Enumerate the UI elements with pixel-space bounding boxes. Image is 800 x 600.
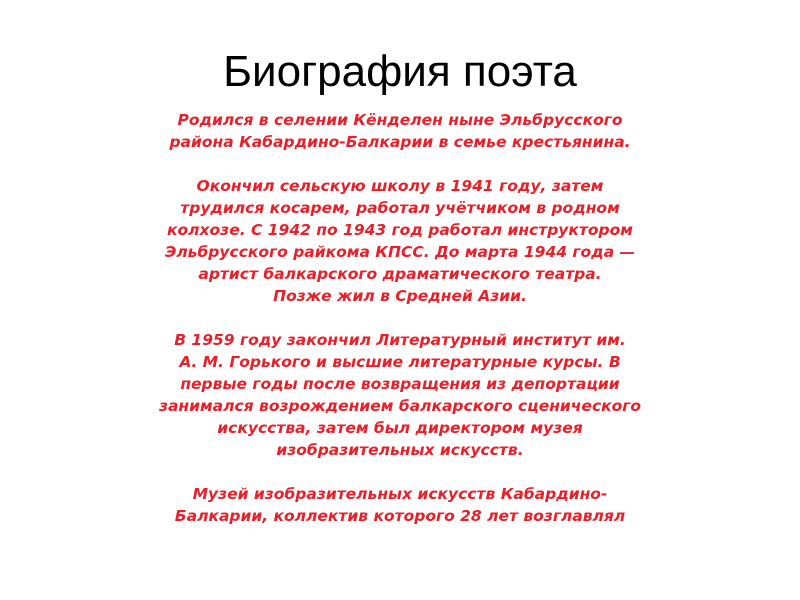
- paragraph-education: [100, 329, 700, 461]
- text-line: Балкарии, коллектив которого 28 лет возглавлял: [174, 507, 626, 525]
- text-line: трудился косарем, работал учётчиком в родном: [180, 199, 620, 217]
- text-line: Родился в селении Кёнделен ныне Эльбрусского: [177, 111, 623, 129]
- slide-title: Биография поэта: [223, 47, 577, 96]
- text-line: Позже жил в Средней Азии.: [273, 287, 527, 305]
- text-line: колхозе. С 1942 по 1943 год работал инструктором: [167, 221, 633, 239]
- text-line: В 1959 году закончил Литературный институт им.: [174, 331, 626, 349]
- text-line: артист балкарского драматического театра.: [198, 265, 602, 283]
- paragraph-birth: [100, 109, 700, 153]
- text-line: района Кабардино-Балкарии в семье крестьянина.: [169, 133, 631, 151]
- text-line: занимался возрождением балкарского сценического: [158, 397, 642, 415]
- text-line: изобразительных искусств.: [276, 441, 524, 459]
- paragraph-early-career: [100, 175, 700, 307]
- text-line: первые годы после возвращения из депортации: [180, 375, 620, 393]
- text-line: А. М. Горького и высшие литературные курсы. В: [179, 353, 621, 371]
- text-line: Окончил сельскую школу в 1941 году, затем: [196, 177, 604, 195]
- text-line: искусства, затем был директором музея: [217, 419, 583, 437]
- text-line: Музей изобразительных искусств Кабардино-: [192, 485, 608, 503]
- text-line: Эльбрусского райкома КПСС. До марта 1944 года —: [164, 243, 636, 261]
- slide-body: [100, 109, 700, 549]
- paragraph-museum: [100, 483, 700, 527]
